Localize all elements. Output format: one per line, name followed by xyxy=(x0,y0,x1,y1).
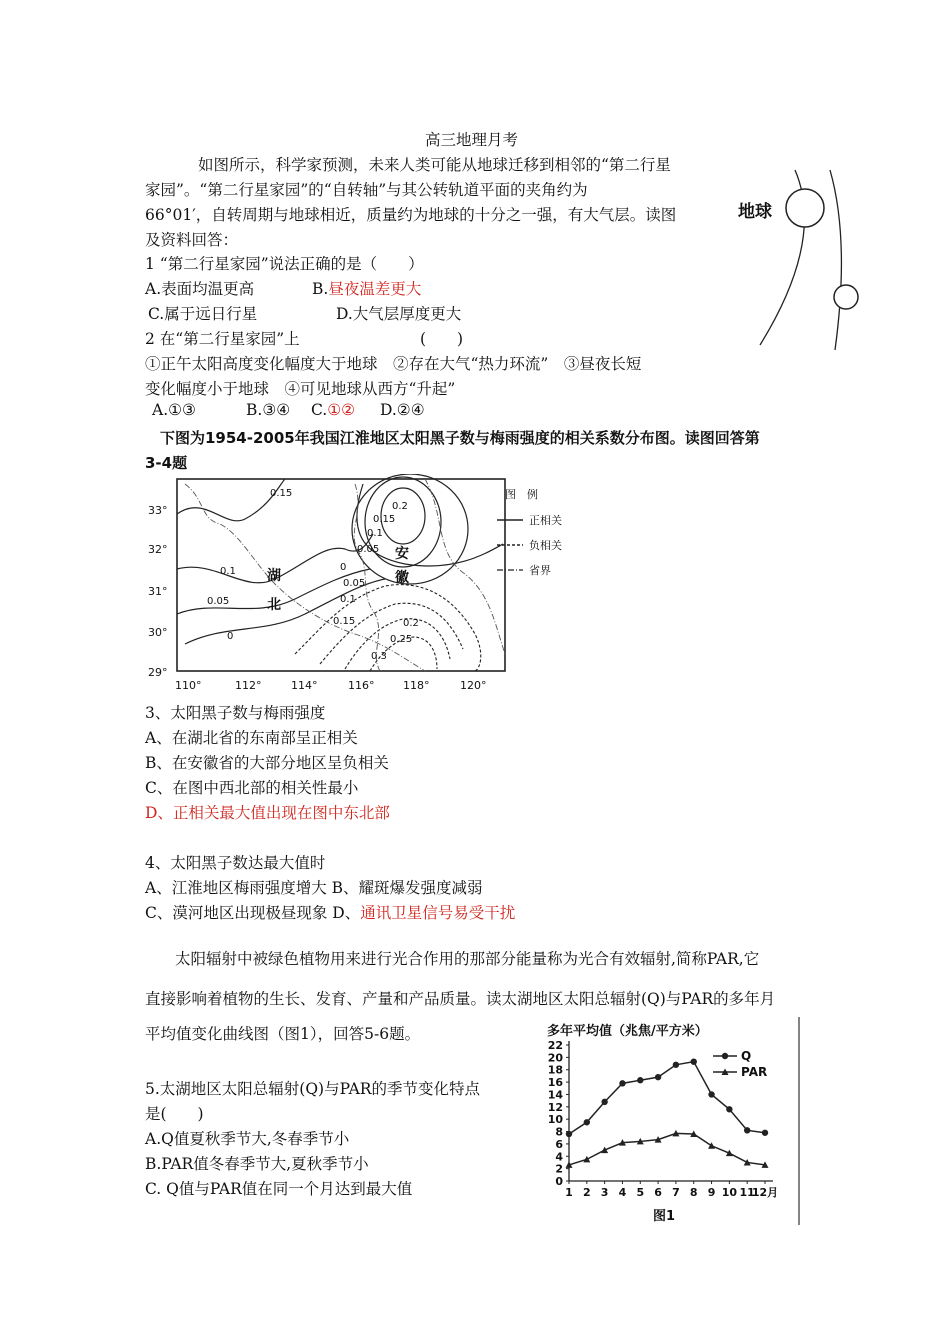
legend-positive: 正相关 xyxy=(529,514,562,527)
province-label-hubei: 北 xyxy=(267,597,281,613)
q3-option-a: A、在湖北省的东南部呈正相关 xyxy=(145,729,358,747)
q5-stem-2: 是( ) xyxy=(145,1105,204,1123)
legend-negative: 负相关 xyxy=(529,539,562,552)
intro-line-2: 家园”。“第二行星家园”的“自转轴”与其公转轨道平面的夹角约为 xyxy=(145,181,588,199)
q2-option-b: B.③④ xyxy=(246,401,291,419)
data-point-q xyxy=(726,1106,732,1112)
contour-label: 0.3 xyxy=(371,651,387,662)
lat-label: 32° xyxy=(148,543,168,556)
q1-option-d: D.大气层厚度更大 xyxy=(336,305,462,323)
intro-line-4: 及资料回答： xyxy=(145,231,239,249)
second-planet-circle xyxy=(834,285,858,309)
lat-label: 31° xyxy=(148,585,168,598)
data-point-par xyxy=(708,1142,715,1149)
contour-label: 0.1 xyxy=(220,566,236,577)
section3-line-2: 直接影响着植物的生长、发育、产量和产品质量。读太湖地区太阳总辐射(Q)与PAR的多年月 xyxy=(145,990,776,1008)
q2-option-a: A.①③ xyxy=(152,401,196,419)
province-label-hubei: 湖 xyxy=(267,568,281,584)
data-point-q xyxy=(637,1077,643,1083)
chart-title: 多年平均值（兆焦/平方米） xyxy=(547,1024,708,1039)
data-point-q xyxy=(619,1080,625,1086)
q1-option-a: A.表面均温更高 xyxy=(145,280,255,298)
q4-line-2 xyxy=(145,901,515,923)
lon-label: 120° xyxy=(460,679,487,692)
data-point-q xyxy=(601,1099,607,1105)
province-label-anhui: 安 xyxy=(395,546,409,562)
y-tick-label: 20 xyxy=(547,1051,563,1065)
intro-line-3: 66°01′，自转周期与地球相近，质量约为地球的十分之一强，有大气层。读图 xyxy=(145,206,677,224)
y-tick-label: 14 xyxy=(547,1088,563,1102)
contour-label: 0.05 xyxy=(357,544,380,555)
q4-line-2-prefix: C、漠河地区出现极昼现象 D、 xyxy=(145,904,361,922)
data-point-q xyxy=(655,1074,661,1080)
q1-option-b-answer: 昼夜温差更大 xyxy=(328,280,422,298)
x-tick-label: 11 xyxy=(739,1186,755,1199)
lon-label: 112° xyxy=(235,679,262,692)
q4-stem: 4、太阳黑子数达最大值时 xyxy=(145,854,326,872)
section2-line-1: 下图为1954-2005年我国江淮地区太阳黑子数与梅雨强度的相关系数分布图。读图回答第 xyxy=(160,429,760,447)
intro-line-1: 如图所示，科学家预测，未来人类可能从地球迁移到相邻的“第二行星 xyxy=(198,156,671,174)
data-point-q xyxy=(566,1131,572,1137)
q2-line-1: ①正午太阳高度变化幅度大于地球 ②存在大气“热力环流” ③昼夜长短 xyxy=(145,355,642,373)
q3-option-d: D、正相关最大值出现在图中东北部 xyxy=(145,804,390,822)
section3-line-1: 太阳辐射中被绿色植物用来进行光合作用的那部分能量称为光合有效辐射,简称PAR,它 xyxy=(175,950,760,968)
q1-option-c: C.属于远日行星 xyxy=(148,305,258,323)
q2-stem: 2 在“第二行星家园”上 xyxy=(145,330,300,348)
y-tick-label: 0 xyxy=(555,1175,563,1188)
contour-map xyxy=(145,474,575,696)
contour-label: 0 xyxy=(227,631,234,642)
q2-option-d: D.②④ xyxy=(380,401,425,419)
data-point-q xyxy=(584,1119,590,1125)
data-point-q xyxy=(744,1127,750,1133)
q3-option-c: C、在图中西北部的相关性最小 xyxy=(145,779,359,797)
contour-label: 0.15 xyxy=(270,488,293,499)
legend-label-q: Q xyxy=(741,1049,752,1063)
x-tick-label: 10 xyxy=(721,1186,738,1199)
y-tick-label: 4 xyxy=(555,1150,563,1164)
section2-line-2: 3-4题 xyxy=(145,454,188,472)
x-tick-label: 4 xyxy=(618,1186,627,1199)
x-tick-label: 9 xyxy=(707,1186,716,1199)
q3-stem: 3、太阳黑子数与梅雨强度 xyxy=(145,704,326,722)
y-tick-label: 2 xyxy=(555,1162,563,1176)
contour-label: 0.1 xyxy=(340,594,356,605)
earth-circle xyxy=(786,189,824,227)
q5-option-a: A.Q值夏秋季节大,冬春季节小 xyxy=(145,1130,350,1148)
lat-label: 33° xyxy=(148,504,168,517)
legend-title: 图 例 xyxy=(505,488,538,501)
x-tick-label: 3 xyxy=(600,1186,609,1199)
x-tick-label: 7 xyxy=(672,1186,680,1199)
x-tick-label: 2 xyxy=(582,1186,591,1199)
q5-option-c: C. Q值与PAR值在同一个月达到最大值 xyxy=(145,1180,413,1198)
y-tick-label: 12 xyxy=(547,1100,563,1114)
contour-label: 0.1 xyxy=(367,528,383,539)
q2-option-c-prefix: C. xyxy=(311,401,328,419)
q2-line-2: 变化幅度小于地球 ④可见地球从西方“升起” xyxy=(145,380,456,398)
lon-label: 118° xyxy=(403,679,430,692)
series-line-par xyxy=(569,1133,765,1165)
y-tick-label: 18 xyxy=(547,1063,563,1077)
contour-label: 0.05 xyxy=(207,596,230,607)
legend-marker-q xyxy=(722,1053,728,1059)
q4-line-2-answer: 通讯卫星信号易受干扰 xyxy=(360,904,516,922)
contour-label: 0.05 xyxy=(343,578,366,589)
y-tick-label: 10 xyxy=(547,1113,563,1127)
x-tick-label: 8 xyxy=(689,1186,698,1199)
q2-option-c xyxy=(311,401,355,419)
q1-stem: 1 “第二行星家园”说法正确的是（ ） xyxy=(145,255,424,273)
data-point-q xyxy=(762,1130,768,1136)
x-tick-label: 5 xyxy=(636,1186,645,1199)
q1-option-b-prefix: B. xyxy=(312,280,329,298)
q5-stem-1: 5.太湖地区太阳总辐射(Q)与PAR的季节变化特点 xyxy=(145,1080,480,1098)
y-tick-label: 6 xyxy=(555,1137,563,1151)
q4-line-1: A、江淮地区梅雨强度增大 B、耀斑爆发强度减弱 xyxy=(145,879,483,897)
q3-option-b: B、在安徽省的大部分地区呈负相关 xyxy=(145,754,389,772)
data-point-par xyxy=(583,1156,590,1163)
contour-label: 0 xyxy=(340,562,347,573)
q2-bracket: ( ) xyxy=(420,330,464,348)
legend-label-par: PAR xyxy=(741,1065,768,1079)
contour-label: 0.15 xyxy=(373,514,396,525)
lon-label: 114° xyxy=(291,679,318,692)
x-tick-label: 1 xyxy=(565,1186,573,1199)
x-tick-label: 12月 xyxy=(751,1186,779,1199)
contour-label: 0.15 xyxy=(333,616,356,627)
q5-option-b: B.PAR值冬春季节大,夏秋季节小 xyxy=(145,1155,369,1173)
data-point-q xyxy=(708,1091,714,1097)
data-point-q xyxy=(691,1058,697,1064)
province-label-anhui: 徽 xyxy=(395,570,409,586)
lat-label: 29° xyxy=(148,666,168,679)
q2-option-c-answer: ①② xyxy=(327,401,356,419)
page-title: 高三地理月考 xyxy=(425,131,519,149)
contour-label: 0.2 xyxy=(403,618,419,629)
y-tick-label: 8 xyxy=(555,1125,563,1139)
x-tick-label: 6 xyxy=(654,1186,662,1199)
y-tick-label: 16 xyxy=(547,1076,563,1090)
section3-line-3: 平均值变化曲线图（图1），回答5-6题。 xyxy=(145,1025,421,1043)
contour-label: 0.2 xyxy=(392,501,408,512)
lat-label: 30° xyxy=(148,626,168,639)
radiation-line-chart xyxy=(525,1015,805,1230)
lon-label: 110° xyxy=(175,679,202,692)
y-tick-label: 22 xyxy=(547,1039,563,1052)
legend-border: 省界 xyxy=(529,564,551,577)
lon-label: 116° xyxy=(348,679,375,692)
data-point-q xyxy=(673,1062,679,1068)
earth-label: 地球 xyxy=(738,202,772,222)
contour-label: 0.25 xyxy=(390,634,413,645)
orbit-figure xyxy=(730,160,870,350)
q1-option-b xyxy=(312,277,421,299)
chart-caption: 图1 xyxy=(653,1209,676,1224)
outer-orbit xyxy=(830,170,841,350)
